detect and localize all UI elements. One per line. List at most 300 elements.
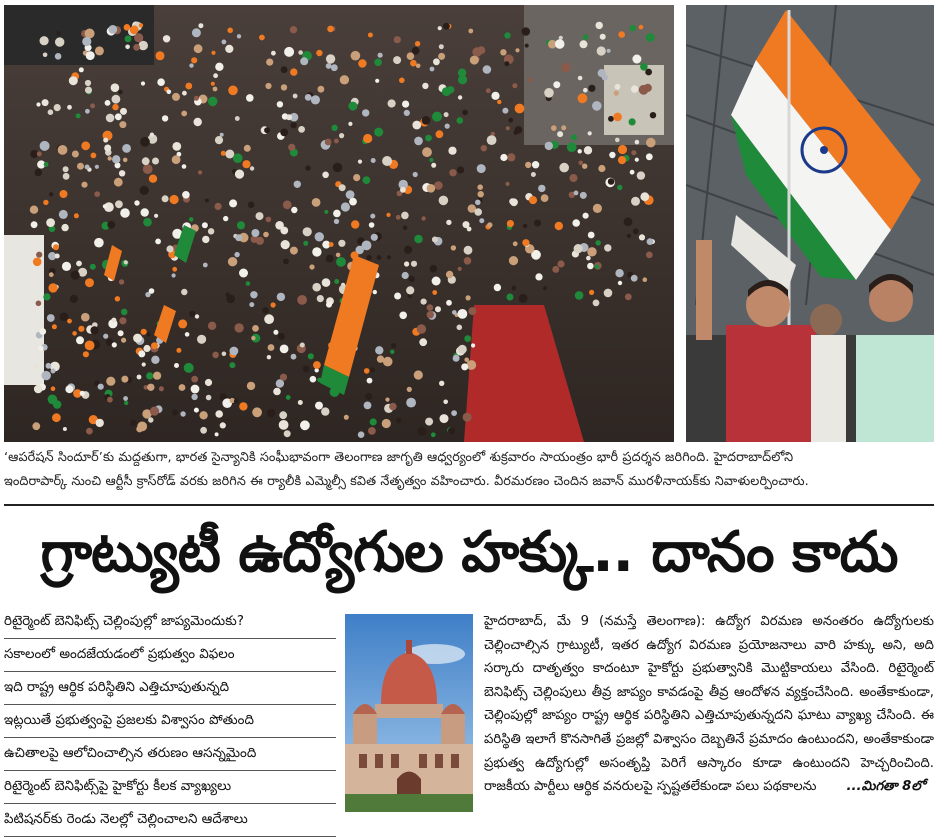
crowd-texture [52,324,57,329]
crowd-texture [596,240,601,245]
crowd-texture [150,133,154,137]
crowd-texture [487,135,497,145]
crowd-texture [443,23,450,30]
crowd-texture [401,212,409,220]
crowd-texture [223,216,228,221]
crowd-texture [108,156,112,160]
highlights-list [4,606,336,837]
crowd-texture [174,363,179,368]
crowd-texture [348,122,352,126]
crowd-texture [156,51,165,60]
crowd-texture [525,44,529,48]
crowd-texture [278,333,285,340]
crowd-texture [43,200,48,205]
crowd-texture [58,145,68,155]
crowd-texture [588,131,592,135]
crowd-texture [386,213,390,217]
crowd-texture [266,217,272,223]
crowd-texture [103,138,108,143]
crowd-texture [138,350,145,357]
crowd-texture [33,365,38,370]
crowd-texture [130,25,139,34]
crowd-texture [200,427,207,434]
crowd-texture [143,345,150,352]
crowd-texture [271,302,276,307]
crowd-texture [326,54,335,63]
crowd-texture [596,22,603,29]
crowd-texture [230,347,239,356]
crowd-texture [150,407,159,416]
crowd-texture [205,199,209,203]
crowd-texture [94,238,104,248]
crowd-texture [36,102,40,106]
crowd-texture [399,312,407,320]
crowd-texture [229,362,235,368]
crowd-texture [451,410,457,416]
crowd-texture [514,130,519,135]
crowd-texture [430,265,438,273]
crowd-texture [62,262,71,271]
crowd-texture [222,40,227,45]
crowd-texture [191,394,197,400]
crowd-texture [81,182,87,188]
crowd-texture [593,300,600,307]
crowd-texture [637,171,645,179]
crowd-texture [235,116,240,121]
crowd-texture [91,153,97,159]
crowd-texture [385,398,389,402]
crowd-texture [515,104,525,114]
crowd-texture [373,290,377,294]
crowd-texture [222,352,227,357]
crowd-texture [407,387,412,392]
crowd-texture [312,247,321,256]
crowd-texture [310,376,317,383]
crowd-texture [60,313,69,322]
crowd-texture [608,116,614,122]
crowd-texture [348,102,357,111]
crowd-texture [368,33,373,38]
crowd-texture [364,368,370,374]
crowd-texture [40,141,50,151]
crowd-texture [119,279,124,284]
crowd-texture [225,292,230,297]
crowd-texture [77,163,84,170]
crowd-texture [463,413,472,422]
crowd-texture [624,217,633,226]
crowd-texture [154,214,158,218]
crowd-texture [176,348,181,353]
crowd-texture [111,318,116,323]
crowd-texture [55,254,60,259]
crowd-texture [427,311,434,318]
crowd-texture [522,27,531,36]
crowd-texture [220,422,226,428]
crowd-texture [508,118,513,123]
crowd-texture [85,165,90,170]
crowd-texture [567,142,577,152]
crowd-texture [159,386,164,391]
crowd-texture [199,411,207,419]
crowd-texture [81,313,90,322]
crowd-texture [431,432,436,437]
crowd-texture [268,344,275,351]
crowd-texture [192,28,201,37]
crowd-texture [592,101,602,111]
crowd-texture [280,374,287,381]
crowd-texture [451,245,456,250]
crowd-texture [63,173,70,180]
crowd-texture [36,301,42,307]
crowd-texture [76,113,81,118]
crowd-texture [303,227,312,236]
crowd-texture [410,60,417,67]
crowd-texture [51,369,56,374]
crowd-texture [194,118,202,126]
crowd-texture [308,353,314,359]
crowd-texture [464,335,471,342]
crowd-texture [244,145,251,152]
crowd-texture [61,224,68,231]
crowd-texture [579,161,584,166]
crowd-texture [439,196,449,206]
crowd-texture [130,420,136,426]
crowd-texture [412,121,421,130]
crowd-texture [98,384,104,390]
continued-label: ...మిగతా 8లో [846,779,925,795]
crowd-texture [614,91,619,96]
crowd-texture [404,110,410,116]
crowd-texture [162,195,169,202]
crowd-texture [478,191,484,197]
crowd-texture [557,131,563,137]
crowd-texture [185,332,190,337]
crowd-texture [393,56,401,64]
crowd-texture [438,26,442,30]
crowd-texture [290,68,297,75]
crowd-texture [172,267,177,272]
crowd-texture [414,137,423,146]
crowd-texture [433,58,440,65]
crowd-texture [124,401,128,405]
crowd-texture [279,420,289,430]
crowd-texture [191,376,198,383]
crowd-texture [34,385,43,394]
crowd-texture [112,342,117,347]
list-item: రిటైర్మెంట్ బెనిఫిట్స్‌పై హైకోర్టు కీలక వ్యాఖ్యలు [4,771,336,804]
crowd-texture [555,39,565,49]
crowd-texture [443,400,448,405]
crowd-texture [195,314,199,318]
list-item: ఇట్లయితే ప్రభుత్వంపై ప్రజలకు విశ్వాసం పోతుంది [4,705,336,738]
crowd-texture [215,136,223,144]
crowd-texture [640,192,649,201]
crowd-texture [358,160,362,164]
crowd-texture [404,246,412,254]
crowd-texture [464,257,472,265]
crowd-texture [70,295,78,303]
crowd-texture [598,165,605,172]
crowd-texture [37,151,42,156]
crowd-texture [151,342,158,349]
crowd-texture [133,334,142,343]
crowd-texture [523,224,528,229]
crowd-texture [146,372,153,379]
crowd-texture [152,158,159,165]
crowd-texture [298,400,303,405]
crowd-texture [55,53,62,60]
crowd-texture [291,207,297,213]
crowd-texture [322,278,331,287]
crowd-texture [184,363,194,373]
crowd-texture [362,109,369,116]
crowd-texture [181,111,187,117]
list-item: ఇది రాష్ట్ర ఆర్థిక పరిస్థితిని ఎత్తిచూపుతున్నది [4,672,336,705]
crowd-texture [149,175,157,183]
crowd-texture [239,269,248,278]
crowd-texture [358,59,366,67]
crowd-texture [239,402,247,410]
crowd-texture [90,326,98,334]
crowd-texture [267,355,271,359]
crowd-texture [81,141,90,150]
crowd-texture [404,261,409,266]
crowd-texture [532,161,539,168]
crowd-texture [403,226,408,231]
crowd-texture [194,44,203,53]
crowd-texture [221,151,226,156]
crowd-texture [583,88,588,93]
crowd-texture [205,379,212,386]
crowd-texture [362,241,372,251]
crowd-texture [256,212,264,220]
crowd-texture [574,191,579,196]
crowd-texture [629,25,636,32]
crowd-texture [534,220,541,227]
crowd-texture [234,399,239,404]
crowd-texture [646,33,655,42]
crowd-texture [182,191,190,199]
crowd-texture [422,83,428,89]
crowd-texture [317,295,324,302]
crowd-texture [430,67,435,72]
crowd-texture [162,115,168,121]
crowd-texture [277,293,285,301]
crowd-texture [107,221,115,229]
crowd-texture [551,125,557,131]
list-item: ఉచితాలపై ఆలోచించాల్సిన తరుణం ఆసన్నమైంది [4,738,336,771]
list-item: పిటిషనర్‌కు రెండు నెలల్లో చెల్లించాలని ఆదేశాలు [4,804,336,837]
crowd-texture [519,294,528,303]
crowd-texture [368,427,376,435]
crowd-texture [334,139,339,144]
crowd-texture [234,252,239,257]
crowd-texture [570,174,578,182]
crowd-texture [124,260,128,264]
crowd-texture [202,236,209,243]
crowd-texture [390,350,394,354]
crowd-texture [370,367,375,372]
crowd-texture [215,203,222,210]
crowd-texture [416,64,421,69]
crowd-texture [284,430,291,437]
crowd-texture [448,427,455,434]
crowd-texture [273,330,278,335]
crowd-texture [604,244,611,251]
crowd-texture [106,114,115,123]
crowd-texture [121,309,128,316]
crowd-texture [142,157,150,165]
flag-waving-illustration [686,5,934,442]
crowd-texture [85,278,94,287]
crowd-texture [464,358,469,363]
crowd-texture [458,309,468,319]
crowd-texture [256,237,264,245]
crowd-texture [52,413,61,422]
crowd-texture [139,23,143,27]
crowd-texture [141,81,145,85]
crowd-texture [211,82,215,86]
crowd-texture [561,63,571,73]
crowd-texture [553,81,560,88]
crowd-texture [421,299,427,305]
crowd-texture [584,146,592,154]
crowd-texture [507,153,515,161]
crowd-texture [114,178,123,187]
crowd-texture [163,35,170,42]
crowd-texture [79,67,84,72]
crowd-texture [78,326,84,332]
crowd-texture [629,118,636,125]
crowd-texture [400,187,406,193]
crowd-texture [294,181,301,188]
crowd-texture [286,114,292,120]
crowd-texture [632,55,641,64]
crowd-texture [535,273,542,280]
crowd-texture [172,155,181,164]
crowd-texture [94,191,100,197]
crowd-texture [251,336,255,340]
crowd-texture [602,74,608,80]
crowd-texture [391,343,396,348]
crowd-texture [283,258,289,264]
crowd-texture [122,144,131,153]
crowd-texture [181,289,187,295]
crowd-texture [32,422,40,430]
crowd-texture [419,338,427,346]
crowd-texture [414,370,423,379]
crowd-texture [237,221,245,229]
crowd-texture [363,176,371,184]
crowd-texture [309,264,314,269]
crowd-texture [40,36,49,45]
crowd-texture [363,134,372,143]
crowd-texture [375,79,379,83]
crowd-texture [500,154,507,161]
crowd-texture [198,170,202,174]
crowd-texture [351,51,361,61]
crowd-texture [432,290,437,295]
crowd-texture [146,332,150,336]
crowd-texture [208,97,218,107]
crowd-texture [396,215,401,220]
crowd-texture [115,200,123,208]
crowd-texture [442,87,451,96]
crowd-texture [358,431,365,438]
crowd-texture [429,158,433,162]
crowd-texture [366,255,371,260]
crowd-texture [105,100,111,106]
crowd-texture [153,372,161,380]
crowd-texture [571,134,577,140]
crowd-texture [119,121,126,128]
crowd-texture [639,25,644,30]
crowd-texture [118,330,124,336]
crowd-texture [194,96,199,101]
crowd-texture [76,336,84,344]
crowd-texture [123,158,128,163]
crowd-texture [277,101,283,107]
crowd-texture [312,283,321,292]
crowd-texture [604,289,613,298]
crowd-texture [265,83,271,89]
crowd-texture [439,381,444,386]
crowd-texture [235,234,242,241]
crowd-texture [483,65,492,74]
crowd-texture [464,246,473,255]
crowd-texture [43,53,48,58]
crowd-texture [151,356,159,364]
crowd-texture [266,59,273,66]
crowd-texture [112,95,121,104]
crowd-texture [522,239,529,246]
crowd-texture [46,363,52,369]
crowd-texture [72,331,77,336]
crowd-texture [326,302,332,308]
crowd-texture [449,169,456,176]
crowd-texture [326,255,334,263]
crowd-texture [250,166,254,170]
crowd-texture [580,40,588,48]
crowd-texture [394,293,401,300]
crowd-texture [639,234,645,240]
crowd-texture [327,26,334,33]
crowd-texture [583,213,589,219]
crowd-texture [249,302,254,307]
crowd-texture [639,85,649,95]
crowd-texture [618,156,626,164]
crowd-texture [141,329,147,335]
crowd-texture [394,36,401,43]
crowd-texture [435,306,441,312]
crowd-texture [580,192,587,199]
crowd-texture [574,244,583,253]
crowd-texture [431,163,436,168]
crowd-texture [486,88,491,93]
crowd-texture [631,150,636,155]
crowd-texture [300,420,310,430]
high-court-photo [345,614,473,812]
crowd-texture [95,165,99,169]
crowd-texture [74,213,79,218]
crowd-texture [36,252,42,258]
crowd-texture [475,200,481,206]
crowd-texture [290,122,296,128]
crowd-texture [515,48,519,52]
crowd-texture [504,32,510,38]
crowd-texture [509,256,518,265]
crowd-texture [48,283,57,292]
